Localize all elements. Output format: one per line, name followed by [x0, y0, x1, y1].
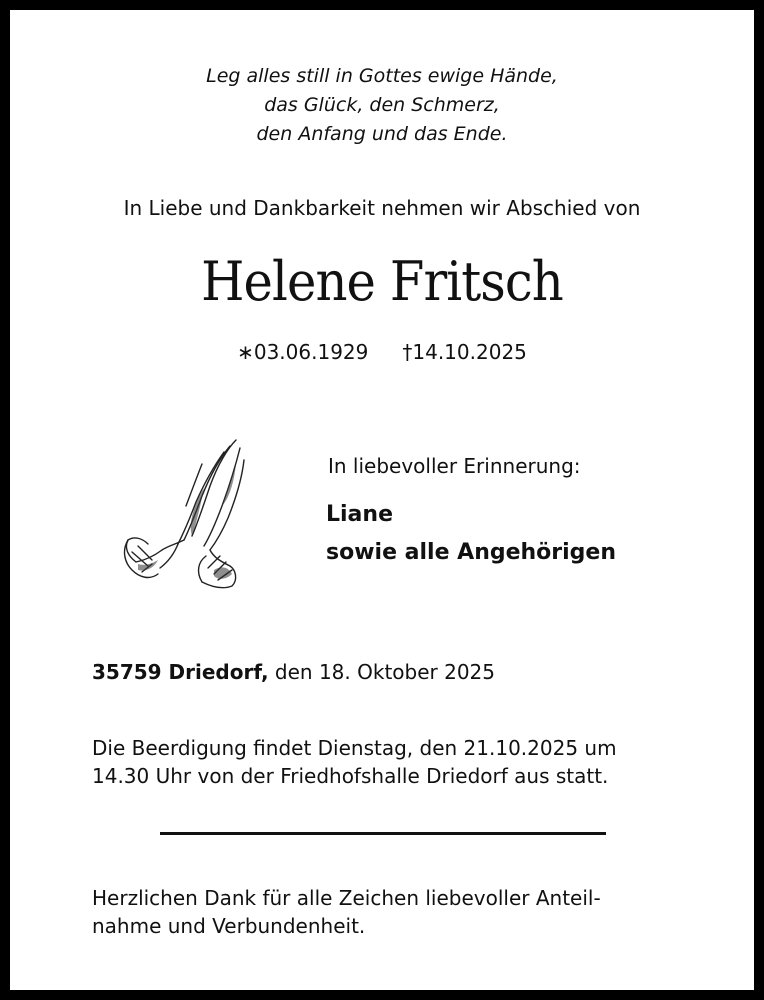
- funeral-line: Die Beerdigung findet Dienstag, den 21.10.2025 um: [92, 736, 617, 760]
- birth-star-icon: ∗: [237, 340, 254, 364]
- birth-date: 03.06.1929: [253, 340, 369, 364]
- life-dates: [10, 340, 754, 364]
- farewell-intro: In Liebe und Dankbarkeit nehmen wir Abschied von: [123, 196, 641, 220]
- poem-line: das Glück, den Schmerz,: [264, 94, 500, 116]
- funeral-notice: [92, 734, 617, 790]
- obituary-card: [10, 10, 754, 990]
- remembrance-label: In liebevoller Erinnerung:: [328, 454, 581, 478]
- death-date: 14.10.2025: [412, 340, 527, 364]
- place-and-date: [92, 660, 495, 684]
- deceased-name: Helene Fritsch: [201, 250, 563, 313]
- mourners-list: [326, 496, 616, 572]
- place-date: den 18. Oktober 2025: [268, 660, 495, 684]
- funeral-line: 14.30 Uhr von der Friedhofshalle Driedorf aus statt.: [92, 764, 609, 788]
- thanks-line: nahme und Verbundenheit.: [92, 914, 366, 938]
- place-location: 35759 Driedorf,: [92, 660, 269, 684]
- poem-line: Leg alles still in Gottes ewige Hände,: [206, 65, 558, 87]
- thanks-note: [92, 884, 601, 940]
- praying-hands-icon: [118, 434, 250, 594]
- poem-line: den Anfang und das Ende.: [256, 123, 508, 145]
- death-cross-icon: †: [402, 340, 413, 364]
- thanks-line: Herzlichen Dank für alle Zeichen liebevoller Anteil-: [92, 886, 601, 910]
- poem-verse: [10, 62, 754, 149]
- mourner-name: sowie alle Angehörigen: [326, 540, 617, 565]
- divider-line: [160, 832, 606, 835]
- mourner-name: Liane: [326, 502, 393, 527]
